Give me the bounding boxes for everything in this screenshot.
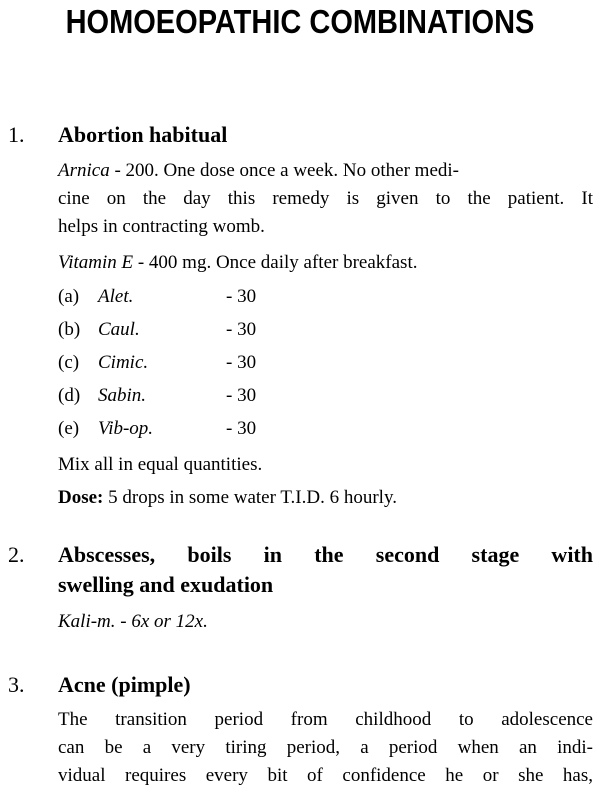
para-line-1: The transition period from childhood to adolescence: [58, 709, 593, 730]
heading-line-2: swelling and exudation: [58, 572, 274, 597]
drug-name: Arnica: [58, 160, 110, 181]
section-number: 2.: [8, 542, 25, 567]
arnica-line-1: [58, 158, 593, 184]
item-drug: Vib-op.: [98, 418, 154, 439]
vitamin-text: - 400 mg. Once daily after breakfast.: [133, 252, 418, 273]
page-title: HOMOEOPATHIC COMBINATIONS: [65, 4, 535, 41]
item-potency: - 30: [226, 352, 257, 373]
item-potency: - 30: [226, 286, 257, 307]
item-potency: - 30: [226, 319, 257, 340]
section-number: 1.: [8, 122, 25, 147]
item-potency: - 30: [226, 385, 257, 406]
item-potency: - 30: [226, 418, 257, 439]
section-heading: [58, 540, 593, 600]
arnica-text: - 200. One dose once a week. No other medi-: [109, 160, 459, 181]
arnica-line-3: helps in contracting womb.: [58, 216, 265, 237]
item-letter: (a): [58, 286, 80, 307]
section-heading: Acne (pimple): [58, 672, 191, 697]
drug-name: Vitamin E: [58, 252, 134, 273]
item-letter: (e): [58, 418, 80, 439]
item-drug: Alet.: [98, 286, 134, 307]
remedy-line: Kali-m. - 6x or 12x.: [58, 611, 208, 632]
dose-line: [58, 485, 593, 511]
item-drug: Cimic.: [98, 352, 149, 373]
item-letter: (d): [58, 385, 81, 406]
arnica-line-2: cine on the day this remedy is given to the patient. It: [58, 188, 593, 209]
para-line-2: can be a very tiring period, a period when an indi-: [58, 737, 593, 758]
para-line-3: vidual requires every bit of confidence he or she has,: [58, 765, 593, 786]
vitamin-line: [58, 250, 593, 276]
item-drug: Sabin.: [98, 385, 147, 406]
item-letter: (c): [58, 352, 80, 373]
dose-text: 5 drops in some water T.I.D. 6 hourly.: [103, 487, 397, 508]
section-heading: Abortion habitual: [58, 122, 228, 147]
section-number: 3.: [8, 672, 25, 697]
heading-line-1: Abscesses, boils in the second stage with: [58, 542, 593, 567]
dose-label: Dose:: [58, 487, 104, 508]
item-drug: Caul.: [98, 319, 140, 340]
item-letter: (b): [58, 319, 81, 340]
mix-line: Mix all in equal quantities.: [58, 454, 263, 475]
